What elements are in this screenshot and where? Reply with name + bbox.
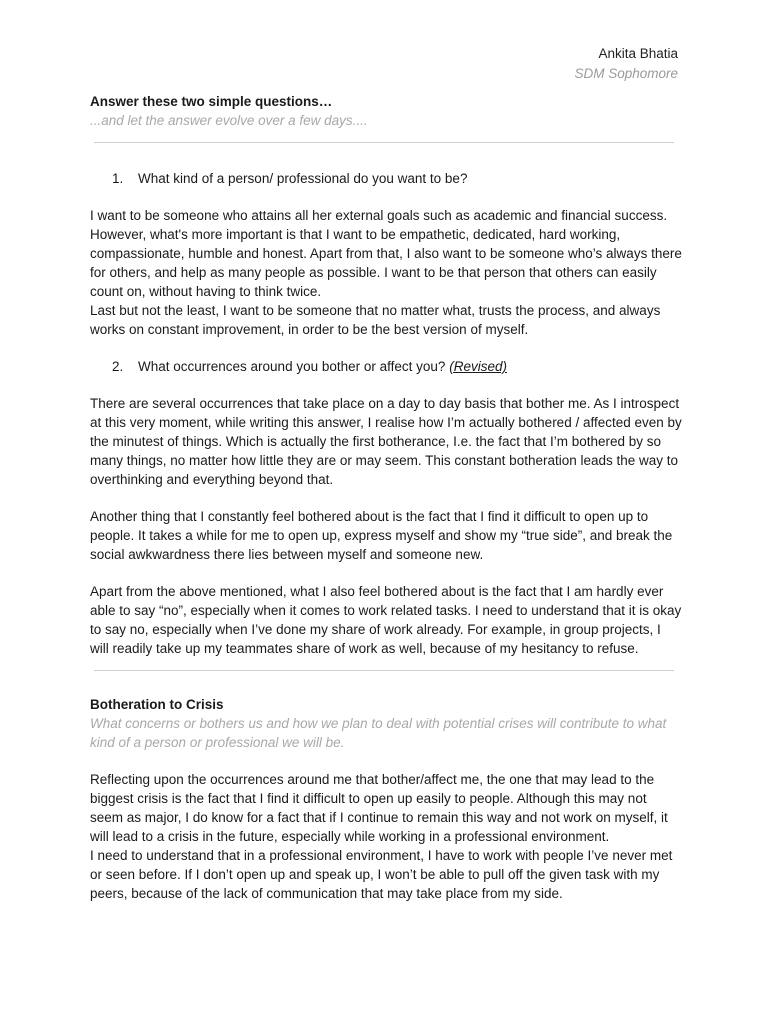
- section2-subtitle: What concerns or bothers us and how we plan to deal with potential crises will contribute to what kind of a person or professional we will be.: [90, 716, 667, 750]
- answer-2-paragraph-3: Apart from the above mentioned, what I also feel bothered about is the fact that I am hardly ever able to say “no”, especially when it comes to work related tasks. I need to understand that it is okay to say no, especially when I’ve done my share of work already. For example, in group projects, I will readily take up my teammates share of work as well, because of my hesitancy to refuse.: [90, 584, 682, 656]
- question-1-text: What kind of a person/ professional do you want to be?: [138, 171, 468, 186]
- divider: [94, 670, 674, 671]
- revised-tag: (Revised): [449, 359, 507, 374]
- question-2-text: What occurrences around you bother or affect you?: [138, 359, 446, 374]
- answer-1-paragraph-2: Last but not the least, I want to be someone that no matter what, trusts the process, and always works on constant improvement, in order to be the best version of myself.: [90, 303, 661, 337]
- divider: [94, 142, 674, 143]
- question-1: [90, 169, 682, 188]
- author-name: Ankita Bhatia: [598, 46, 678, 61]
- question-2-number: 2.: [112, 359, 124, 374]
- section2-paragraph-1: Reflecting upon the occurrences around me that bother/affect me, the one that may lead to the biggest crisis is the fact that I find it difficult to open up easily to people. Although this may not seem as major, I do know for a fact that if I continue to remain this way and not work on myself, it will lead to a crisis in the future, especially while working in a professional environment.: [90, 772, 668, 844]
- answer-1-paragraph-1: I want to be someone who attains all her external goals such as academic and financial success. However, what's more important is that I want to be empathetic, dedicated, hard working, compassionate, humble and honest. Apart from that, I also want to be someone who’s always there for others, and help as many people as possible. I want to be that person that others can easily count on, without having to think twice.: [90, 208, 682, 299]
- section2-paragraph-2: I need to understand that in a professional environment, I have to work with people I’ve never met or seen before. If I don’t open up and speak up, I won’t be able to pull off the given task with my peers, because of the lack of communication that may take place from my side.: [90, 848, 673, 901]
- answer-2-paragraph-2: Another thing that I constantly feel bothered about is the fact that I find it difficult to open up to people. It takes a while for me to open up, express myself and show my “true side”, and break the social awkwardness there lies between myself and someone new.: [90, 509, 673, 562]
- section1-subtitle: ...and let the answer evolve over a few days....: [90, 113, 368, 128]
- author-role: SDM Sophomore: [574, 66, 678, 81]
- section2-title: Botheration to Crisis: [90, 697, 224, 712]
- author-block: [574, 44, 678, 84]
- answer-2-paragraph-1: There are several occurrences that take place on a day to day basis that bother me. As I introspect at this very moment, while writing this answer, I realise how I’m actually bothered / affected even by the minutest of things. Which is actually the first botherance, I.e. the fact that I’m bothered by so many things, no matter how little they are or may seem. This constant botheration leads the way to overthinking and everything beyond that.: [90, 396, 682, 487]
- question-2: [90, 357, 682, 376]
- document-body: [90, 92, 682, 903]
- section1-title: Answer these two simple questions…: [90, 94, 333, 109]
- question-1-number: 1.: [112, 171, 124, 186]
